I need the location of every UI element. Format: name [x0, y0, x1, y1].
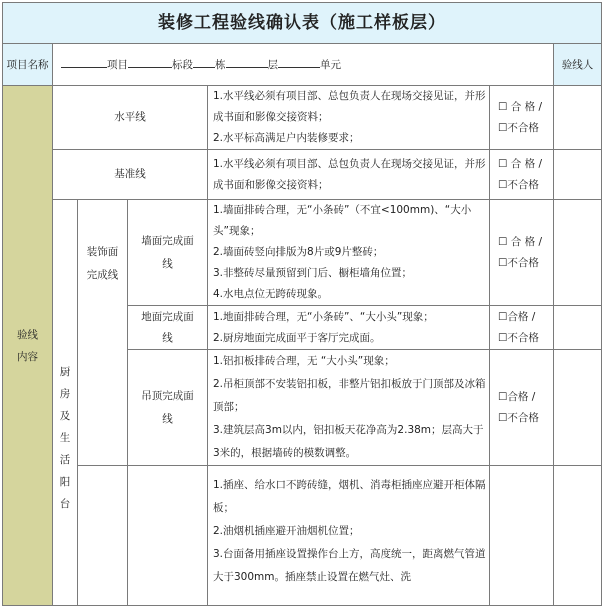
checkbox-group-ceiling-finish	[490, 350, 554, 466]
requirement-text: 1.插座、给水口不跨砖缝，烟机、消毒柜插座应避开柜体隔板；	[213, 479, 486, 514]
row-label-wall-finish: 墙面完成面线	[128, 200, 208, 306]
requirement-text: 3.非整砖尽量预留到门后、橱柜墙角位置；	[213, 267, 413, 279]
section-label: 标段	[172, 58, 193, 71]
requirement-wall-finish	[208, 200, 490, 306]
group-label-cell-empty	[78, 466, 128, 606]
requirement-text: 4.水电点位无跨砖现象。	[213, 288, 329, 300]
checkbox-group-level-line	[490, 86, 554, 150]
floor-label: 层	[267, 58, 278, 71]
row-label-floor-finish: 地面完成面线	[128, 306, 208, 350]
pass-checkbox[interactable]: ☐ 合 格 /	[498, 100, 542, 113]
blank-floor[interactable]	[226, 54, 268, 68]
item-name-label: 项目名称	[3, 44, 53, 86]
requirement-text: 3.建筑层高3m以内，铝扣板天花净高为2.38m；层高大于3米的，根据墙砖的模数调整。	[213, 424, 484, 459]
blank-project[interactable]	[61, 54, 107, 68]
requirement-text: 3.台面备用插座设置操作台上方，高度统一，距离燃气管道大于300mm。插座禁止设置在燃气灶、洗	[213, 548, 486, 583]
requirement-text: 1.地面排砖合理，无“小条砖”、“大小头”现象；	[213, 310, 434, 323]
pass-checkbox[interactable]: ☐合格 /	[498, 310, 536, 323]
fail-checkbox[interactable]: ☐不合格	[498, 178, 539, 191]
fail-checkbox[interactable]: ☐不合格	[498, 411, 539, 424]
requirement-ceiling-finish	[208, 350, 490, 466]
pass-checkbox[interactable]: ☐ 合 格 /	[498, 235, 542, 248]
row-label-outlets	[128, 466, 208, 606]
fail-checkbox[interactable]: ☐不合格	[498, 256, 539, 269]
row-label-level-line: 水平线	[53, 86, 208, 150]
inspector-cell-wall-finish[interactable]	[554, 200, 602, 306]
requirement-text: 2.墙面砖竖向排版为8片或9片整砖；	[213, 246, 384, 258]
requirement-text: 1.水平线必须有项目部、总包负责人在现场交接见证，并形成书面和影像交接资料；	[213, 90, 486, 123]
unit-label: 单元	[320, 58, 341, 71]
section-label: 验线内容	[17, 328, 38, 363]
inspector-cell-reference-line[interactable]	[554, 150, 602, 200]
inspector-cell-outlets[interactable]	[554, 466, 602, 606]
section-label-cell	[3, 86, 53, 606]
checkbox-group-wall-finish	[490, 200, 554, 306]
pass-checkbox[interactable]: ☐ 合 格 /	[498, 157, 542, 170]
checkbox-group-reference-line	[490, 150, 554, 200]
project-label: 项目	[107, 58, 128, 71]
subsection-label-cell	[53, 200, 78, 606]
blank-unit[interactable]	[278, 54, 320, 68]
fail-checkbox[interactable]: ☐不合格	[498, 121, 539, 134]
form-title: 装修工程验线确认表（施工样板层）	[3, 3, 602, 44]
blank-building[interactable]	[193, 54, 215, 68]
requirement-text: 1.墙面排砖合理，无“小条砖”（不宜<100mm)、“大小头”现象；	[213, 204, 472, 237]
requirement-text: 2.厨房地面完成面平于客厅完成面。	[213, 331, 381, 344]
requirement-text: 2.水平标高满足户内装修要求；	[213, 132, 360, 144]
requirement-text: 1.水平线必须有项目部、总包负责人在现场交接见证，并形成书面和影像交接资料；	[213, 157, 486, 191]
checkbox-group-floor-finish	[490, 306, 554, 350]
inspector-cell-floor-finish[interactable]	[554, 306, 602, 350]
building-label: 栋	[215, 58, 226, 71]
requirement-text: 1.铝扣板排砖合理，无 “大小头”现象；	[213, 355, 395, 367]
requirement-floor-finish	[208, 306, 490, 350]
requirement-outlets	[208, 466, 490, 606]
inspector-cell-ceiling-finish[interactable]	[554, 350, 602, 466]
checkbox-group-outlets	[490, 466, 554, 606]
inspector-cell-level-line[interactable]	[554, 86, 602, 150]
fail-checkbox[interactable]: ☐不合格	[498, 331, 539, 344]
row-label-reference-line: 基准线	[53, 150, 208, 200]
row-label-ceiling-finish: 吊顶完成面线	[128, 350, 208, 466]
subsection-label: 厨房及生活阳台	[59, 365, 71, 510]
requirement-text: 2.吊柜顶部不安装铝扣板，非整片铝扣板放于门顶部及冰箱顶部；	[213, 378, 486, 413]
blank-section[interactable]	[128, 54, 172, 68]
requirement-reference-line	[208, 150, 490, 200]
project-fill-line[interactable]	[53, 44, 554, 86]
inspector-label: 验线人	[554, 44, 602, 86]
requirement-text: 2.油烟机插座避开油烟机位置；	[213, 525, 360, 537]
pass-checkbox[interactable]: ☐合格 /	[498, 390, 536, 403]
requirement-level-line	[208, 86, 490, 150]
acceptance-form-table	[2, 2, 602, 606]
group-label: 装饰面完成线	[86, 245, 119, 281]
group-label-cell	[78, 200, 128, 466]
